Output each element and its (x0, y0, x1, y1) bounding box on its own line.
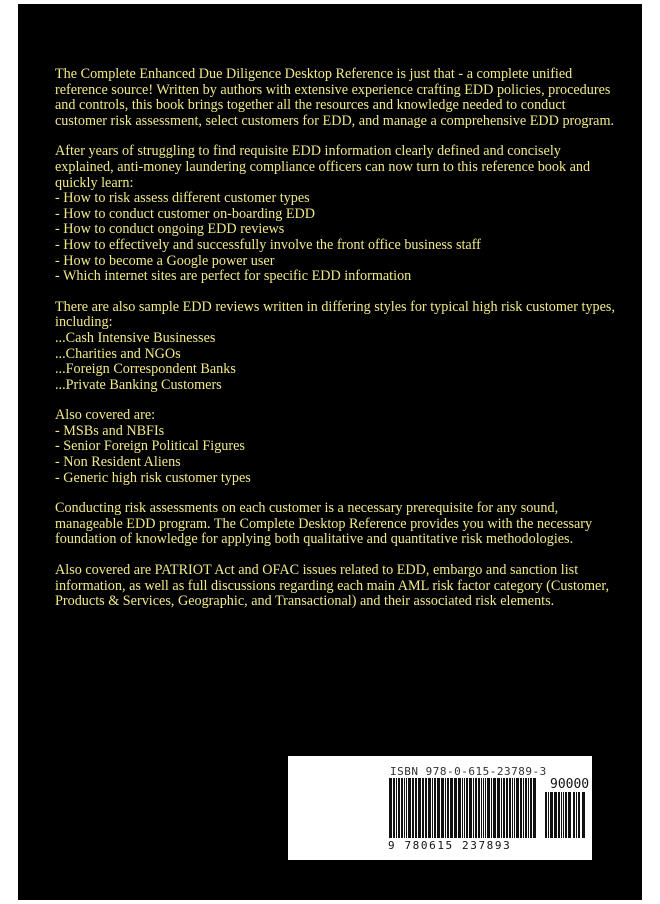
list-item: - How to risk assess different customer types (55, 190, 310, 207)
barcode-bar (578, 792, 580, 838)
barcode-bar (389, 778, 392, 838)
intro-paragraph (55, 67, 615, 129)
list-item: - Senior Foreign Political Figures (55, 438, 245, 455)
list-item: - Non Resident Aliens (55, 454, 181, 471)
barcode-bar (445, 778, 446, 838)
barcode-bar (464, 778, 465, 838)
cover-text (55, 67, 615, 625)
barcode-bar (550, 792, 553, 838)
barcode-bar (469, 778, 472, 838)
barcode-bar (466, 778, 468, 838)
barcode-bar (548, 792, 549, 838)
barcode-bar (563, 792, 564, 838)
barcode-bar (516, 778, 519, 838)
barcode-bar (491, 778, 492, 838)
barcode-bar (412, 778, 414, 838)
learn-list (55, 191, 615, 285)
barcode-bar (462, 778, 463, 838)
patriot-paragraph (55, 563, 615, 610)
list-item: - How to conduct ongoing EDD reviews (55, 221, 285, 238)
barcode-bar (396, 778, 397, 838)
barcode-bar (565, 792, 567, 838)
barcode-bar (509, 778, 511, 838)
list-item: - How to conduct customer on-boarding EDD (55, 205, 316, 222)
barcode-bar (558, 792, 560, 838)
barcode-bar (473, 778, 474, 838)
barcode-bar (523, 778, 524, 838)
barcode-bar (528, 778, 529, 838)
samples-lead: There are also sample EDD reviews written in differing styles for typical high risk customer types, including: (55, 298, 615, 331)
barcode-bar (506, 778, 508, 838)
list-item: - Generic high risk customer types (55, 469, 251, 486)
patriot-text: Also covered are PATRIOT Act and OFAC issues related to EDD, embargo and sanction list information, as well as full discussions regarding each main AML risk factor category (Customer, Products & Services, Geographic, and Transactional) and their associated risk elements. (55, 562, 610, 610)
barcode-bar (520, 778, 522, 838)
barcode-bar (561, 792, 562, 838)
barcode-bar (503, 778, 505, 838)
list-item: - How to effectively and successfully involve the front office business staff (55, 236, 481, 253)
barcode-bar (530, 778, 532, 838)
list-item: ...Cash Intensive Businesses (55, 329, 216, 346)
barcode-bar (573, 792, 575, 838)
risk-paragraph (55, 501, 615, 548)
list-item: ...Charities and NGOs (55, 345, 181, 362)
barcode-bar (406, 778, 407, 838)
list-item: - How to become a Google power user (55, 252, 275, 269)
list-item: ...Foreign Correspondent Banks (55, 361, 236, 378)
barcode-bar (432, 778, 433, 838)
list-item: - MSBs and NBFIs (55, 422, 165, 439)
barcode-bar (545, 792, 547, 838)
isbn-label: ISBN 978-0-615-23789-3 (390, 765, 547, 778)
barcode-bar (485, 778, 486, 838)
risk-text: Conducting risk assessments on each customer is a necessary prerequisite for any sound, manageable EDD program. The Complete Desktop Reference provides you with the necessary foundation of knowledge for applying both qualitative and quantitative risk methodologies. (55, 500, 593, 548)
samples-section (55, 300, 615, 394)
barcode-bar (398, 778, 400, 838)
barcode-bar (428, 778, 431, 838)
barcode-bar (497, 778, 500, 838)
barcode-digits: 9 780615 237893 (388, 839, 512, 852)
covered-lead: Also covered are: (55, 407, 156, 424)
barcode-bar (418, 778, 421, 838)
barcode-bar (576, 792, 577, 838)
list-item: ...Private Banking Customers (55, 376, 222, 393)
barcode-bar (475, 778, 477, 838)
barcode-bar (415, 778, 417, 838)
barcode-bar (422, 778, 424, 838)
covered-section (55, 408, 615, 486)
list-item: - Which internet sites are perfect for specific EDD information (55, 268, 412, 285)
barcode-bar (441, 778, 444, 838)
barcode-bar (487, 778, 490, 838)
barcode-bar (404, 778, 405, 838)
barcode-bar (450, 778, 453, 838)
price-code: 90000 (550, 777, 590, 792)
back-cover (18, 4, 642, 900)
barcode-bar (425, 778, 427, 838)
barcode-bar (582, 792, 585, 838)
barcode-bar (525, 778, 527, 838)
barcode-bar (454, 778, 457, 838)
barcode-bar (554, 792, 557, 838)
price-barcode-bars (544, 792, 588, 842)
barcode-bar (514, 778, 515, 838)
barcode-bar (447, 778, 449, 838)
isbn-barcode (288, 756, 592, 860)
barcode-bar (512, 778, 513, 838)
samples-list (55, 331, 615, 393)
barcode-bar (481, 778, 482, 838)
learn-lead: After years of struggling to find requisite EDD information clearly defined and concisely explained, anti-money laundering compliance officers can now turn to this reference book and quickly learn: (55, 143, 591, 191)
intro-text: The Complete Enhanced Due Diligence Desktop Reference is just that - a complete unified reference source! Written by authors with extensive experience crafting EDD policies, procedures and controls, this book brings together all the resources and knowledge needed to conduct customer risk assessment, select customers for EDD, and manage a comprehensive EDD program. (55, 66, 615, 129)
barcode-bar (568, 792, 571, 838)
learn-section (55, 144, 615, 284)
barcode-bar (434, 778, 436, 838)
barcode-bar (401, 778, 403, 838)
barcode-bar (483, 778, 484, 838)
barcode-bar (533, 778, 536, 838)
barcode-bar (408, 778, 411, 838)
covered-list (55, 424, 615, 486)
barcode-bar (478, 778, 480, 838)
barcode-bar (458, 778, 461, 838)
barcode-bar (437, 778, 440, 838)
barcode-bar (501, 778, 502, 838)
barcode-bars (388, 778, 538, 842)
barcode-bar (493, 778, 496, 838)
barcode-bar (393, 778, 395, 838)
